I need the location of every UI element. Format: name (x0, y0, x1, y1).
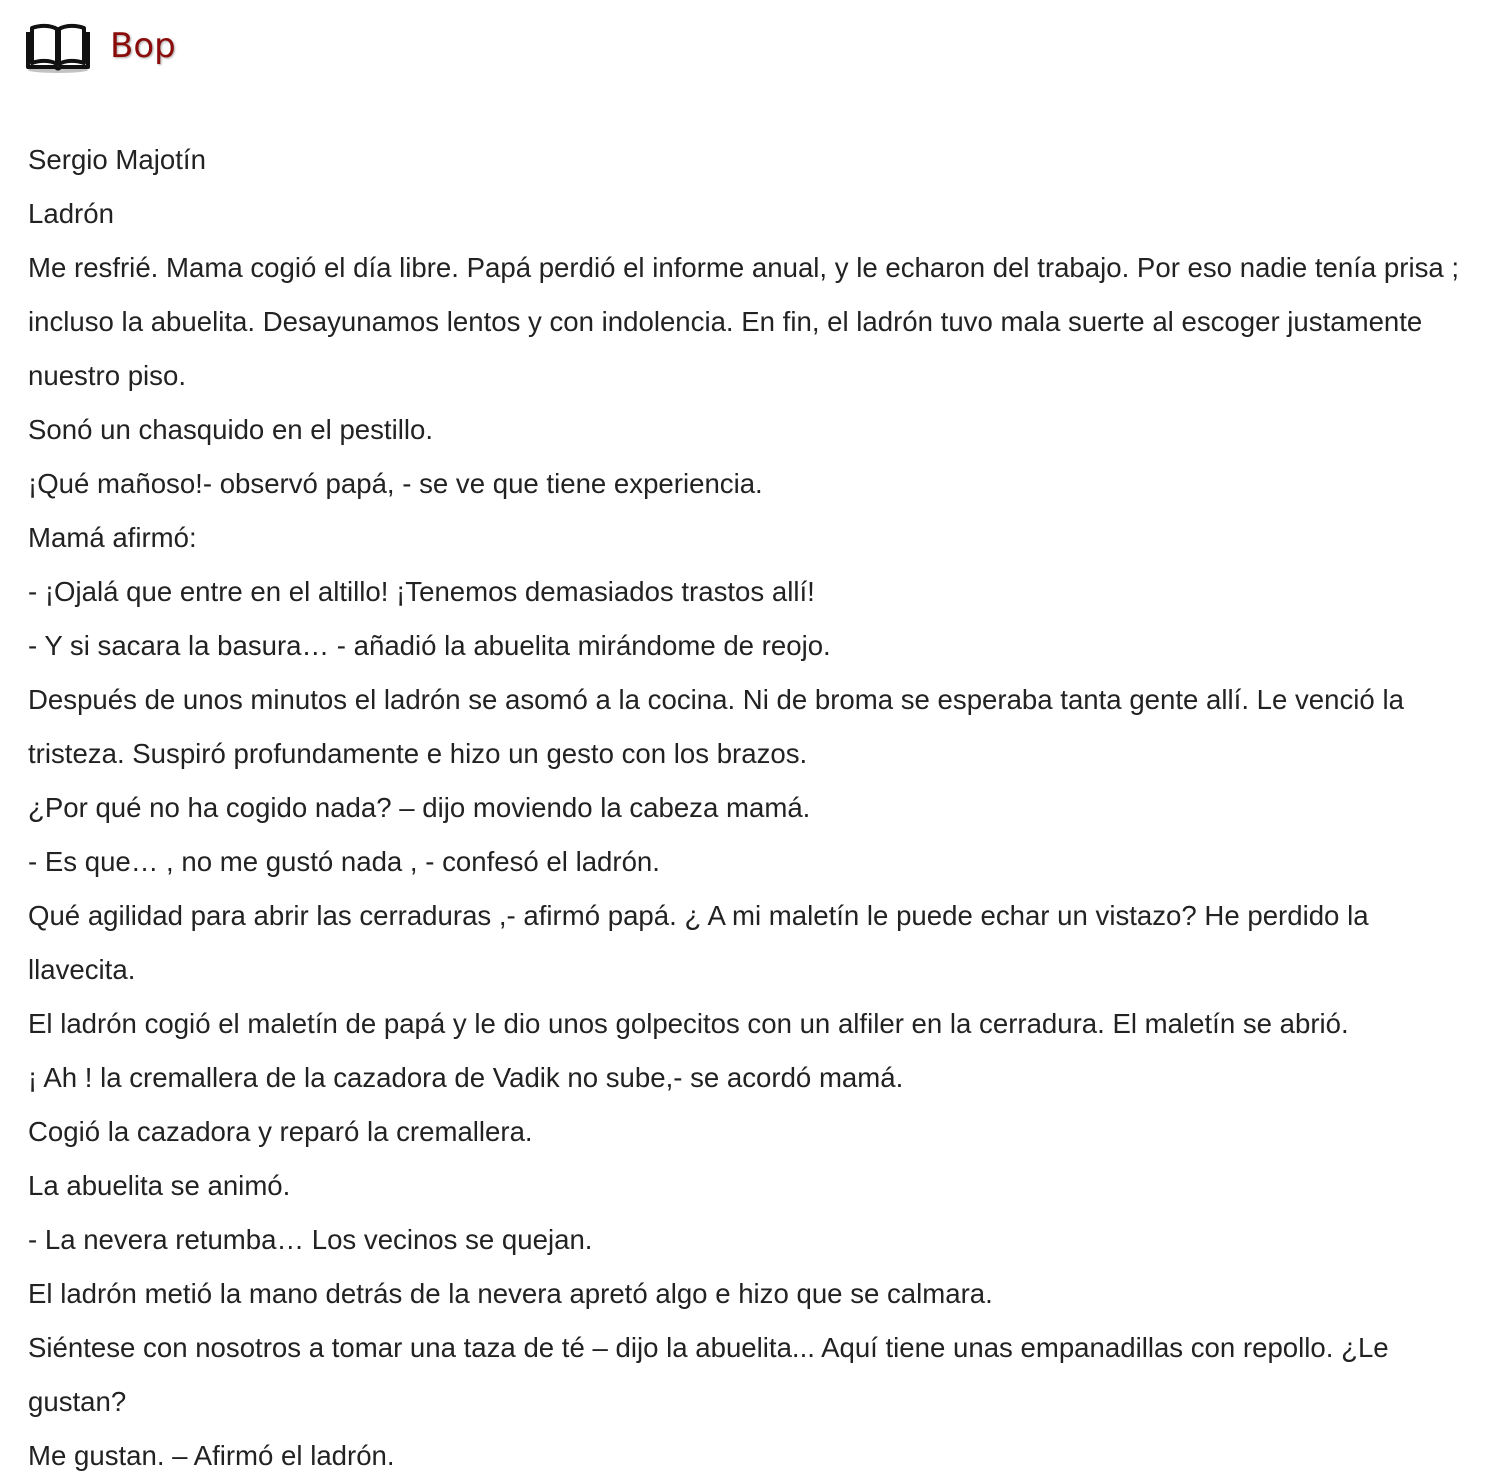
story-paragraph: Qué agilidad para abrir las cerraduras ,- afirmó papá. ¿ A mi maletín le puede echar un vistazo? He perdido la llavecita. (28, 900, 1369, 985)
open-book-icon (26, 18, 90, 74)
story-paragraph: ¡ Ah ! la cremallera de la cazadora de Vadik no sube,- se acordó mamá. (28, 1062, 904, 1093)
story-paragraph: Después de unos minutos el ladrón se asomó a la cocina. Ni de broma se esperaba tanta gente allí. Le venció la tristeza. Suspiró profundamente e hizo un gesto con los brazos. (28, 684, 1404, 769)
story-paragraph: Cogió la cazadora y reparó la cremallera. (28, 1116, 533, 1147)
site-header (26, 14, 176, 78)
story-paragraph: - Es que… , no me gustó nada , - confesó el ladrón. (28, 846, 660, 877)
story-paragraph: Mamá afirmó: (28, 522, 197, 553)
story-author: Sergio Majotín (28, 144, 206, 175)
story-paragraph: Siéntese con nosotros a tomar una taza de té – dijo la abuelita... Aquí tiene unas empanadillas con repollo. ¿Le gustan? (28, 1332, 1389, 1417)
story-paragraph: - La nevera retumba… Los vecinos se quejan. (28, 1224, 593, 1255)
story-paragraph: El ladrón metió la mano detrás de la nevera apretó algo e hizo que se calmara. (28, 1278, 993, 1309)
story-paragraph: - Y si sacara la basura… - añadió la abuelita mirándome de reojo. (28, 630, 831, 661)
story-content (28, 133, 1478, 1483)
story-paragraph: ¿Por qué no ha cogido nada? – dijo moviendo la cabeza mamá. (28, 792, 811, 823)
story-paragraph: Sonó un chasquido en el pestillo. (28, 414, 434, 445)
story-paragraph: ¡Qué mañoso!- observó papá, - se ve que tiene experiencia. (28, 468, 763, 499)
story-title: Ladrón (28, 198, 114, 229)
story-paragraph: - ¡Ojalá que entre en el altillo! ¡Tenemos demasiados trastos allí! (28, 576, 815, 607)
story-paragraph: Me resfrié. Mama cogió el día libre. Papá perdió el informe anual, y le echaron del trabajo. Por eso nadie tenía prisa ; incluso la abuelita. Desayunamos lentos y con indolencia. En fin, el ladrón tuvo mala suerte al escoger justamente nuestro piso. (28, 252, 1460, 391)
story-paragraph: El ladrón cogió el maletín de papá y le dio unos golpecitos con un alfiler en la cerradura. El maletín se abrió. (28, 1008, 1349, 1039)
site-title[interactable]: Bop (110, 26, 176, 66)
story-paragraph: La abuelita se animó. (28, 1170, 291, 1201)
story-paragraph: Me gustan. – Afirmó el ladrón. (28, 1440, 395, 1471)
